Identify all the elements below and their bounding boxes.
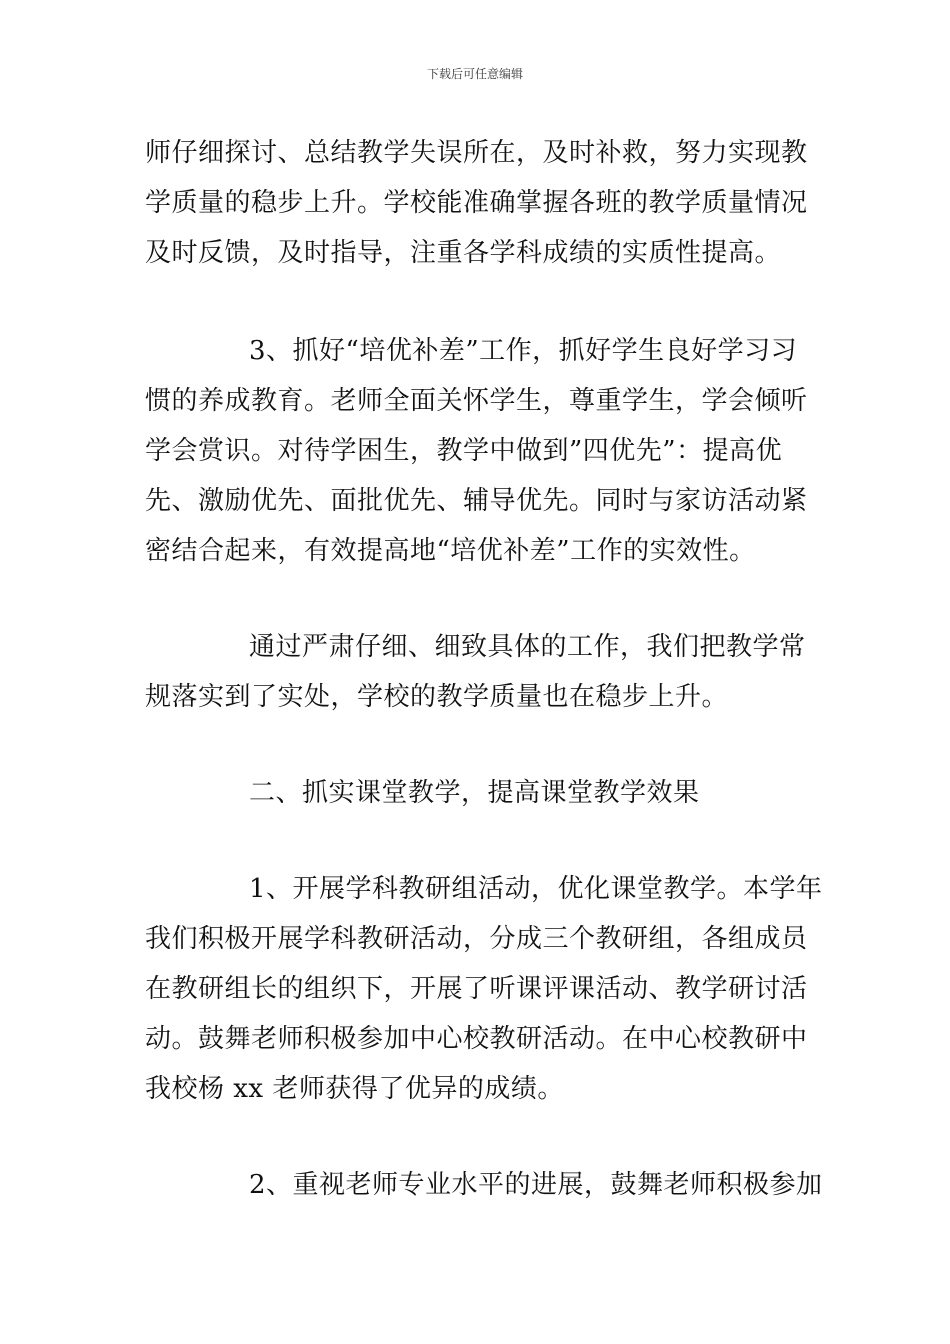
text-line: 先、激励优先、面批优先、辅导优先。同时与家访活动紧 xyxy=(145,486,808,516)
text-line: 我们积极开展学科教研活动，分成三个教研组，各组成员 xyxy=(145,924,808,954)
text-line: 2、重视老师专业水平的进展，鼓舞老师积极参加 xyxy=(249,1170,823,1200)
text-line: 规落实到了实处，学校的教学质量也在稳步上升。 xyxy=(145,682,729,712)
text-line: 及时反馈，及时指导，注重各学科成绩的实质性提高。 xyxy=(145,238,782,268)
text-line: 通过严肃仔细、细致具体的工作，我们把教学常 xyxy=(249,632,806,662)
paragraph-item-2 xyxy=(145,1160,823,1210)
paragraph-summary xyxy=(145,622,810,722)
text-line: 惯的养成教育。老师全面关怀学生，尊重学生，学会倾听 xyxy=(145,386,808,416)
section-title: 二、抓实课堂教学，提高课堂教学效果 xyxy=(249,778,700,808)
paragraph-item-3 xyxy=(145,326,810,576)
text-line: 学会赏识。对待学困生，教学中做到”四优先”：提高优 xyxy=(145,436,783,466)
section-heading xyxy=(145,768,810,818)
text-line: 学质量的稳步上升。学校能准确掌握各班的教学质量情况 xyxy=(145,188,808,218)
text-line: 1、开展学科教研组活动，优化课堂教学。本学年 xyxy=(249,874,823,904)
text-line: 师仔细探讨、总结教学失误所在，及时补救，努力实现教 xyxy=(145,138,808,168)
text-line: 在教研组长的组织下，开展了听课评课活动、教学研讨活 xyxy=(145,974,808,1004)
paragraph-item-1 xyxy=(145,864,823,1114)
text-line: 3、抓好“培优补差”工作，抓好学生良好学习习 xyxy=(249,336,798,366)
paragraph-continuation xyxy=(145,128,810,278)
document-body xyxy=(145,128,823,1210)
text-line: 动。鼓舞老师积极参加中心校教研活动。在中心校教研中 xyxy=(145,1024,808,1054)
text-line: 密结合起来，有效提高地“培优补差”工作的实效性。 xyxy=(145,536,756,566)
page-header: 下载后可任意编辑 xyxy=(426,67,523,81)
text-line: 我校杨 xx 老师获得了优异的成绩。 xyxy=(145,1074,564,1104)
